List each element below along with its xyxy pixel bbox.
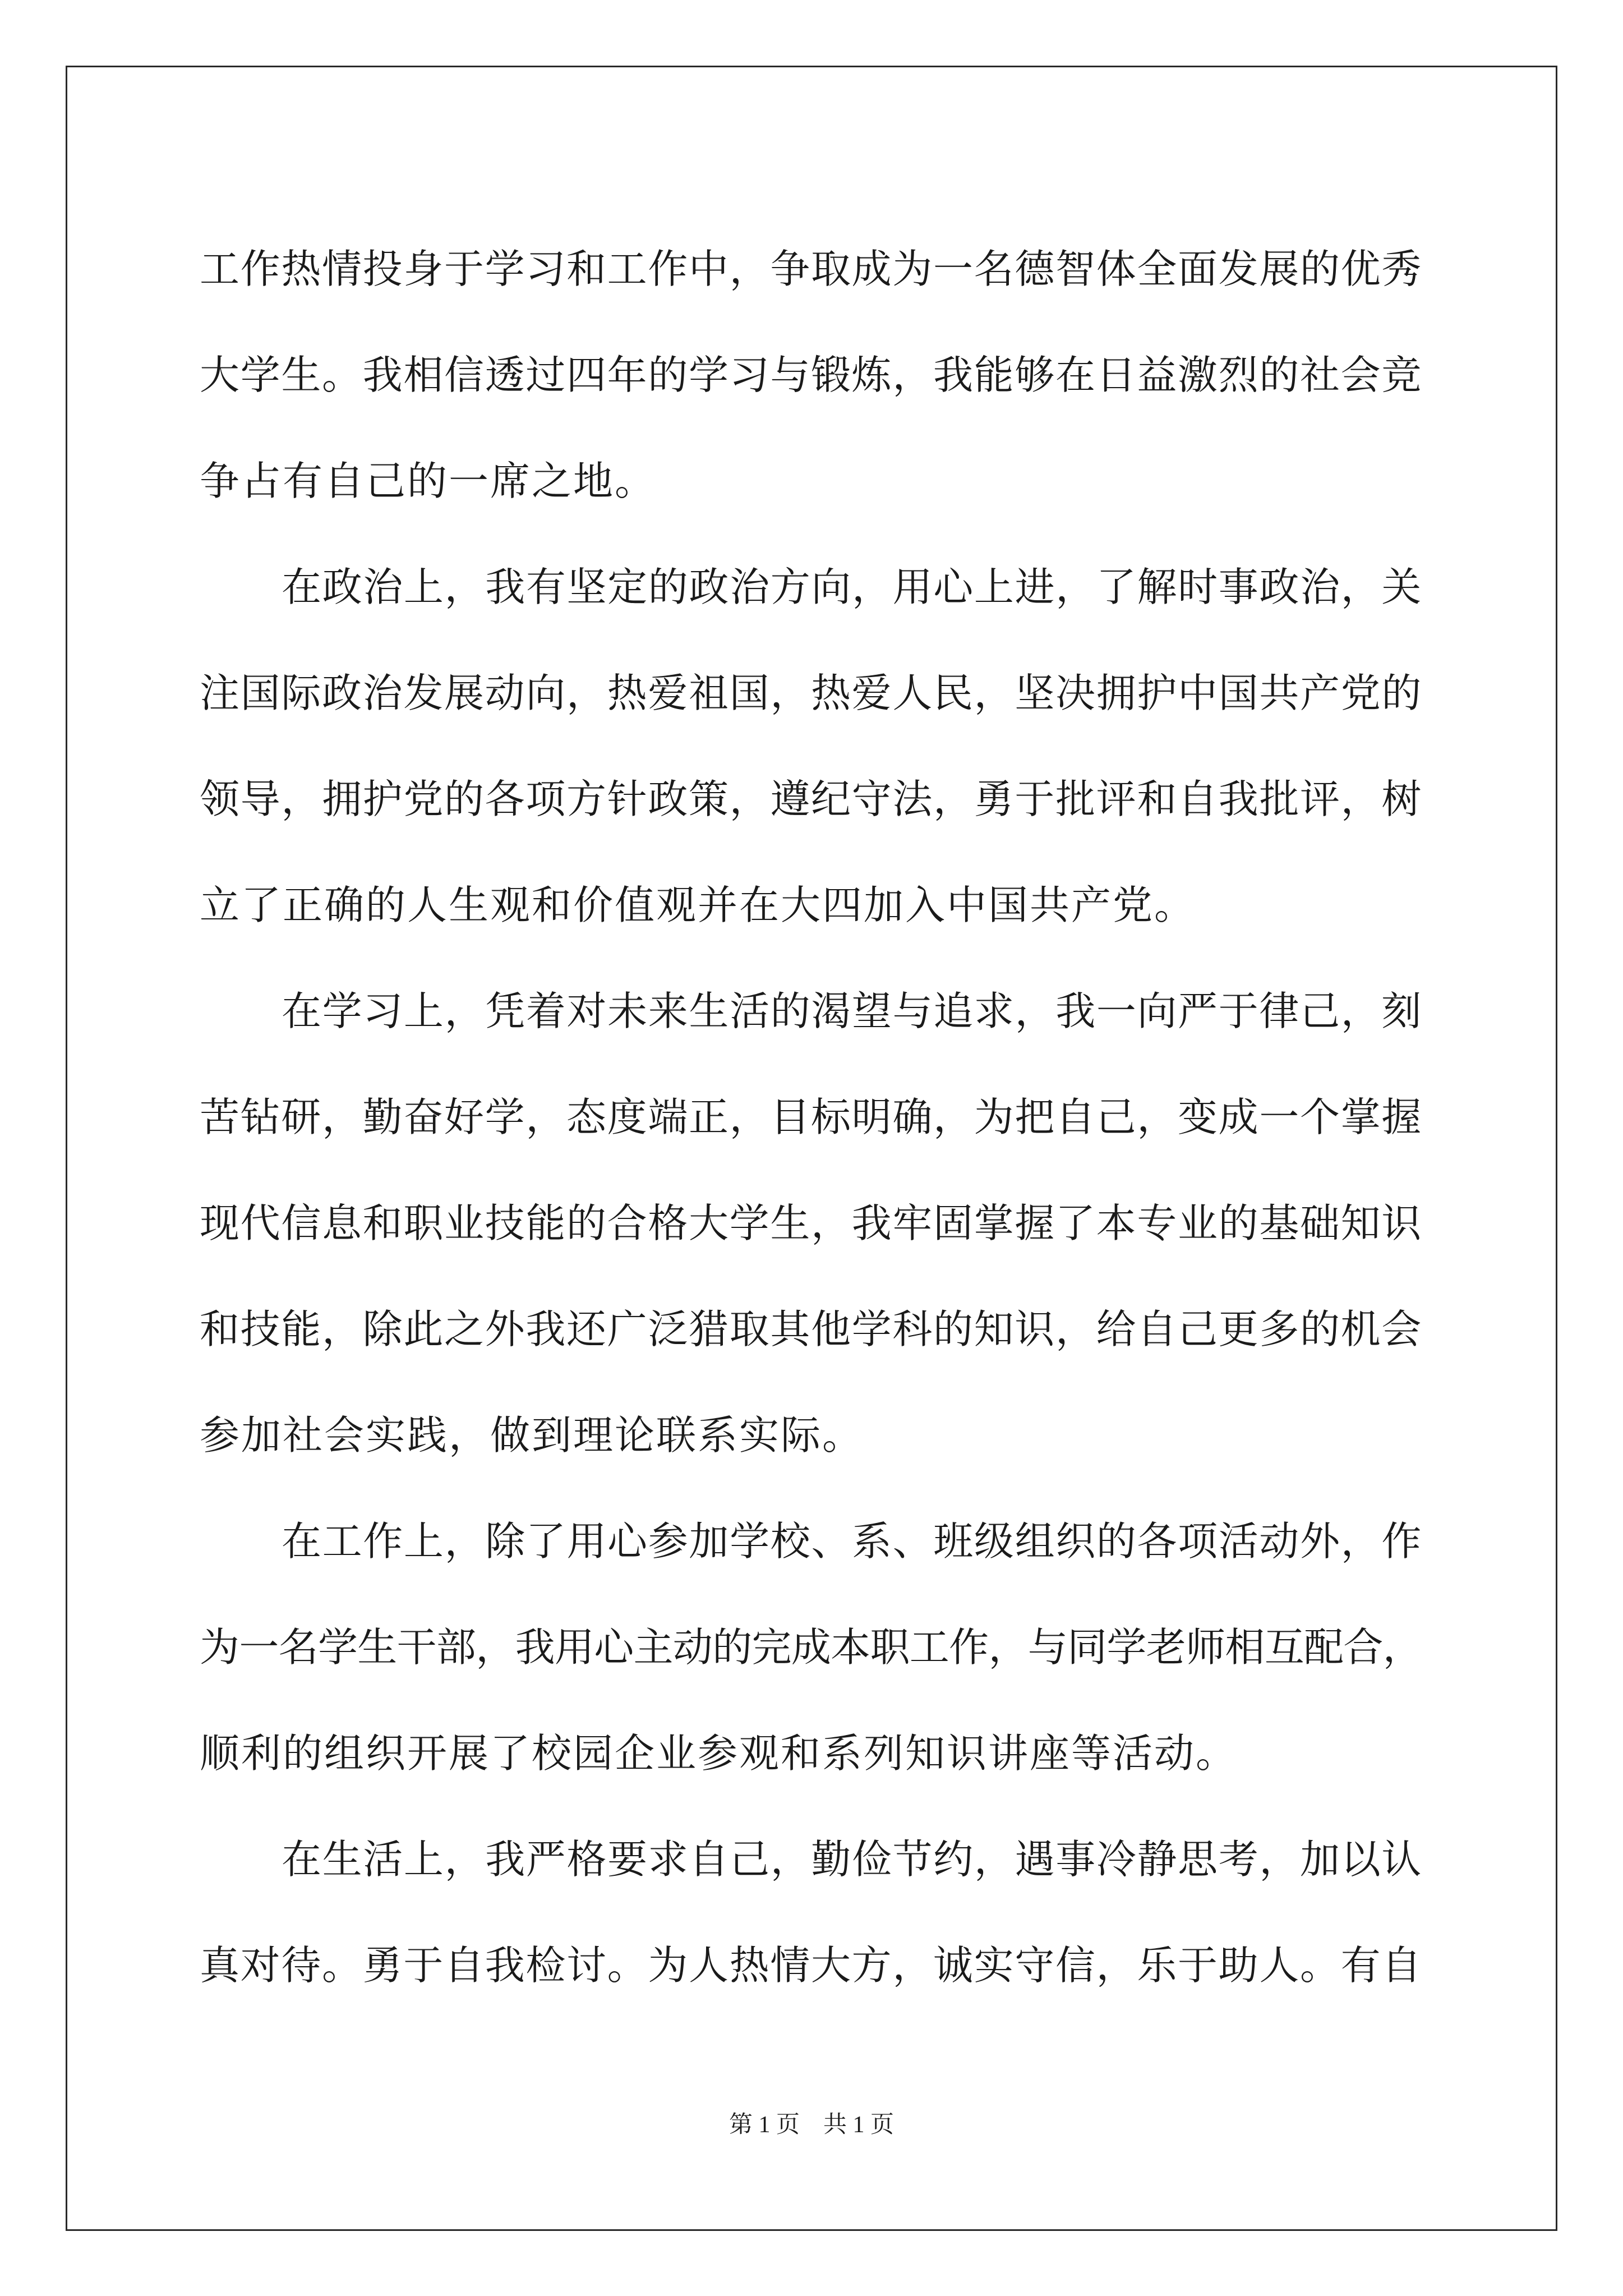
text-line: 现代信息和职业技能的合格大学生，我牢固掌握了本专业的基础知识 bbox=[200, 1200, 1423, 1246]
text-line: 和技能，除此之外我还广泛猎取其他学科的知识，给自己更多的机会 bbox=[200, 1306, 1423, 1352]
text-line: 在生活上，我严格要求自己，勤俭节约，遇事冷静思考，加以认 bbox=[282, 1836, 1423, 1883]
document-body bbox=[200, 216, 1422, 2018]
text-line: 在工作上，除了用心参加学校、系、班级组织的各项活动外，作 bbox=[282, 1518, 1423, 1565]
page-footer bbox=[0, 2106, 1623, 2139]
text-line: 立了正确的人生观和价值观并在大四加入中国共产党。 bbox=[200, 882, 1196, 928]
text-line: 参加社会实践，做到理论联系实际。 bbox=[200, 1412, 864, 1458]
page-number-label: 第 1 页 共 1 页 bbox=[728, 2112, 894, 2138]
text-line: 顺利的组织开展了校园企业参观和系列知识讲座等活动。 bbox=[200, 1730, 1238, 1777]
text-line: 在政治上，我有坚定的政治方向，用心上进，了解时事政治，关 bbox=[282, 564, 1423, 610]
text-line: 苦钻研，勤奋好学，态度端正，目标明确，为把自己，变成一个掌握 bbox=[200, 1094, 1423, 1140]
text-line: 领导，拥护党的各项方针政策，遵纪守法，勇于批评和自我批评，树 bbox=[200, 776, 1423, 822]
text-line: 大学生。我相信透过四年的学习与锻炼，我能够在日益激烈的社会竞 bbox=[200, 352, 1423, 398]
text-line: 为一名学生干部，我用心主动的完成本职工作，与同学老师相互配合， bbox=[200, 1624, 1423, 1671]
text-line: 注国际政治发展动向，热爱祖国，热爱人民，坚决拥护中国共产党的 bbox=[200, 670, 1423, 716]
text-line: 在学习上，凭着对未来生活的渴望与追求，我一向严于律己，刻 bbox=[282, 988, 1423, 1034]
text-line: 工作热情投身于学习和工作中，争取成为一名德智体全面发展的优秀 bbox=[200, 246, 1423, 292]
text-line: 真对待。勇于自我检讨。为人热情大方，诚实守信，乐于助人。有自 bbox=[200, 1942, 1423, 1989]
text-line: 争占有自己的一席之地。 bbox=[200, 458, 657, 504]
